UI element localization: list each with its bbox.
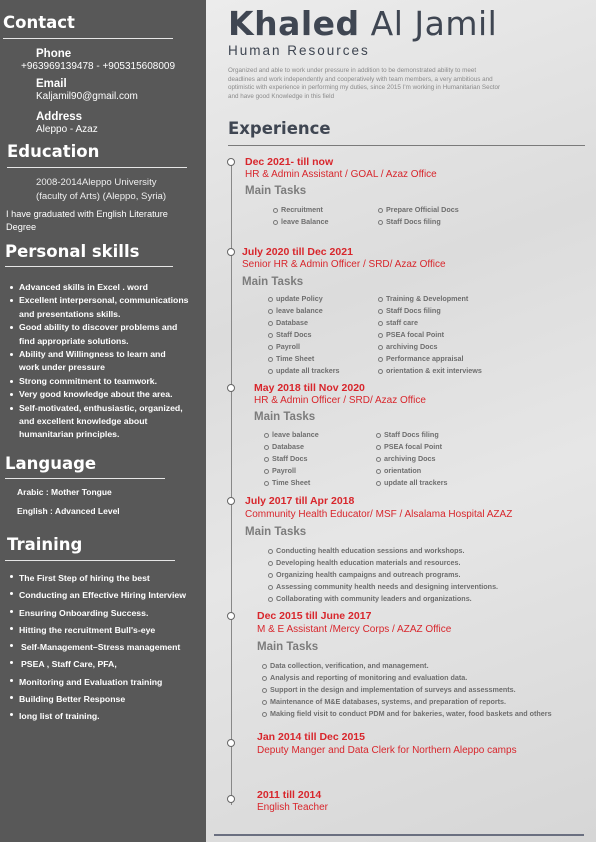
task-item: Database [264, 441, 319, 453]
task-item: Recruitment [273, 204, 329, 216]
language-arabic: Arabic : Mother Tongue [17, 487, 112, 497]
main-tasks-label: Main Tasks [254, 411, 316, 423]
tasks-list [268, 545, 498, 605]
job-role: M & E Assistant /Mercy Corps / AZAZ Office [257, 624, 452, 635]
education-heading: Education [7, 142, 100, 161]
tasks-col-2 [378, 293, 482, 377]
skills-list [8, 281, 188, 442]
skill-item: Very good knowledge about the area. [8, 388, 188, 401]
timeline-dot [227, 158, 235, 166]
task-item: Database [268, 317, 340, 329]
skill-item: Ability and Willingness to learn and [8, 348, 188, 361]
email-value: Kaljamil90@gmail.com [36, 91, 138, 102]
education-divider [7, 167, 187, 168]
task-item: Assessing community health needs and designing interventions. [268, 581, 498, 593]
job-title: Human Resources [228, 43, 370, 58]
main-tasks-label: Main Tasks [242, 276, 304, 288]
summary-line: Organized and able to work under pressure in addition to be demonstrated ability to meet [228, 67, 477, 74]
task-item: Conducting health education sessions and workshops. [268, 545, 498, 557]
task-item: Data collection, verification, and management. [262, 660, 552, 672]
sidebar [0, 0, 206, 842]
main-tasks-label: Main Tasks [245, 526, 307, 538]
task-item: PSEA focal Point [376, 441, 448, 453]
tasks-list [262, 660, 552, 720]
contact-divider [3, 38, 173, 39]
task-item: Support in the design and implementation of surveys and assessments. [262, 684, 552, 696]
skill-item: work under pressure [19, 362, 105, 373]
task-item: leave balance [264, 429, 319, 441]
first-name: Khaled [228, 4, 360, 43]
skills-divider [5, 266, 173, 267]
task-item: archiving Docs [376, 453, 448, 465]
job-date: Jan 2014 till Dec 2015 [257, 731, 365, 743]
skill-item: Strong commitment to teamwork. [8, 375, 188, 388]
job-date: July 2017 till Apr 2018 [245, 495, 355, 507]
skill-item: humanitarian principles. [19, 429, 120, 440]
tasks-col-2 [376, 429, 448, 489]
training-item: Conducting an Effective Hiring Interview [8, 587, 186, 604]
experience-divider [228, 145, 585, 146]
task-item: Payroll [268, 341, 340, 353]
task-item: Collaborating with community leaders and organizations. [268, 593, 498, 605]
training-item: long list of training. [8, 708, 186, 725]
training-item: Self-Management–Stress management [8, 639, 186, 656]
skill-item: find appropriate solutions. [19, 335, 129, 346]
job-role: Community Health Educator/ MSF / Alsalama Hospital AZAZ [245, 509, 513, 520]
training-item: The First Step of hiring the best [8, 570, 186, 587]
task-item: Developing health education materials and resources. [268, 557, 498, 569]
education-line-2: (faculty of Arts) (Aleppo, Syria) [36, 191, 167, 202]
language-heading: Language [5, 454, 97, 473]
job-role: English Teacher [257, 802, 328, 813]
job-date: Dec 2015 till June 2017 [257, 610, 372, 622]
job-date: Dec 2021- till now [245, 156, 334, 168]
task-item: Making field visit to conduct PDM and for bakeries, water, food baskets and others [262, 708, 552, 720]
training-heading: Training [7, 535, 83, 554]
timeline-dot [227, 612, 235, 620]
training-item: Hitting the recruitment Bull's-eye [8, 622, 186, 639]
summary-line: optimistic with experience in performing my duties, since 2015 I'm working in Humanitarian Sector [228, 84, 501, 91]
tasks-col-1 [273, 204, 329, 228]
skill-item: Good ability to discover problems and [8, 321, 188, 334]
task-item: update all trackers [376, 477, 448, 489]
task-item: Staff Docs filing [376, 429, 448, 441]
task-item: update Policy [268, 293, 340, 305]
language-divider [5, 478, 165, 479]
education-note-2: Degree [6, 222, 37, 232]
address-value: Aleppo - Azaz [36, 124, 98, 135]
tasks-col-1 [268, 293, 340, 377]
task-item: Organizing health campaigns and outreach programs. [268, 569, 498, 581]
email-label: Email [36, 78, 67, 90]
summary-line: deadlines and work independently and cooperatively with team members, a very ambitious and [228, 75, 493, 83]
task-item: staff care [378, 317, 482, 329]
skill-item: Excellent interpersonal, communications [8, 294, 188, 307]
address-label: Address [36, 111, 83, 123]
job-role: HR & Admin Assistant / GOAL / Azaz Office [245, 169, 437, 180]
timeline-line [231, 160, 232, 805]
task-item: Maintenance of M&E databases, systems, and preparation of reports. [262, 696, 552, 708]
experience-heading: Experience [228, 119, 331, 138]
timeline-dot [227, 384, 235, 392]
task-item: PSEA focal Point [378, 329, 482, 341]
tasks-col-1 [264, 429, 319, 489]
main-tasks-label: Main Tasks [257, 641, 319, 653]
job-role: HR & Admin Officer / SRD/ Azaz Office [254, 395, 426, 406]
task-item: Analysis and reporting of monitoring and evaluation data. [262, 672, 552, 684]
education-note-1: I have graduated with English Literature [6, 209, 168, 219]
training-divider [5, 560, 175, 561]
job-date: July 2020 till Dec 2021 [242, 246, 353, 258]
skill-item: and presentations skills. [19, 308, 121, 319]
training-list [8, 570, 186, 726]
task-item: orientation [376, 465, 448, 477]
last-name: Al Jamil [370, 4, 498, 43]
task-item: Payroll [264, 465, 319, 477]
job-date: 2011 till 2014 [257, 789, 322, 801]
skill-item: Advanced skills in Excel . word [8, 281, 188, 294]
task-item: Prepare Official Docs [378, 204, 459, 216]
timeline-dot [227, 795, 235, 803]
task-item: orientation & exit interviews [378, 365, 482, 377]
timeline-dot [227, 497, 235, 505]
task-item: update all trackers [268, 365, 340, 377]
task-item: Staff Docs filing [378, 216, 459, 228]
footer-divider [214, 834, 584, 836]
task-item: Training & Development [378, 293, 482, 305]
main-content [206, 0, 596, 842]
training-item: Ensuring Onboarding Success. [8, 605, 186, 622]
task-item: Staff Docs filing [378, 305, 482, 317]
summary-line: and have good Knowledge in this field [228, 92, 335, 100]
task-item: leave balance [268, 305, 340, 317]
job-role: Senior HR & Admin Officer / SRD/ Azaz Office [242, 259, 446, 270]
task-item: archiving Docs [378, 341, 482, 353]
task-item: Staff Docs [264, 453, 319, 465]
task-item: Staff Docs [268, 329, 340, 341]
phone-value: +963969139478 - +905315608009 [21, 61, 176, 72]
language-english: English : Advanced Level [17, 506, 120, 516]
training-item: Monitoring and Evaluation training [8, 674, 186, 691]
job-role: Deputy Manger and Data Clerk for Northern Aleppo camps [257, 745, 517, 756]
training-item: PSEA , Staff Care, PFA, [8, 656, 186, 673]
main-tasks-label: Main Tasks [245, 185, 307, 197]
contact-heading: Contact [3, 13, 75, 32]
task-item: leave Balance [273, 216, 329, 228]
education-line-1: 2008-2014Aleppo University [36, 177, 157, 188]
task-item: Time Sheet [268, 353, 340, 365]
timeline-dot [227, 248, 235, 256]
name-heading [228, 4, 497, 43]
skill-item: Self-motivated, enthusiastic, organized, [8, 402, 188, 415]
task-item: Time Sheet [264, 477, 319, 489]
job-date: May 2018 till Nov 2020 [254, 382, 365, 394]
summary [228, 67, 500, 101]
phone-label: Phone [36, 48, 72, 60]
timeline-dot [227, 739, 235, 747]
personal-skills-heading: Personal skills [5, 242, 140, 261]
tasks-col-2 [378, 204, 459, 228]
skill-item: and excellent knowledge about [19, 416, 148, 427]
task-item: Performance appraisal [378, 353, 482, 365]
training-item: Building Better Response [8, 691, 186, 708]
